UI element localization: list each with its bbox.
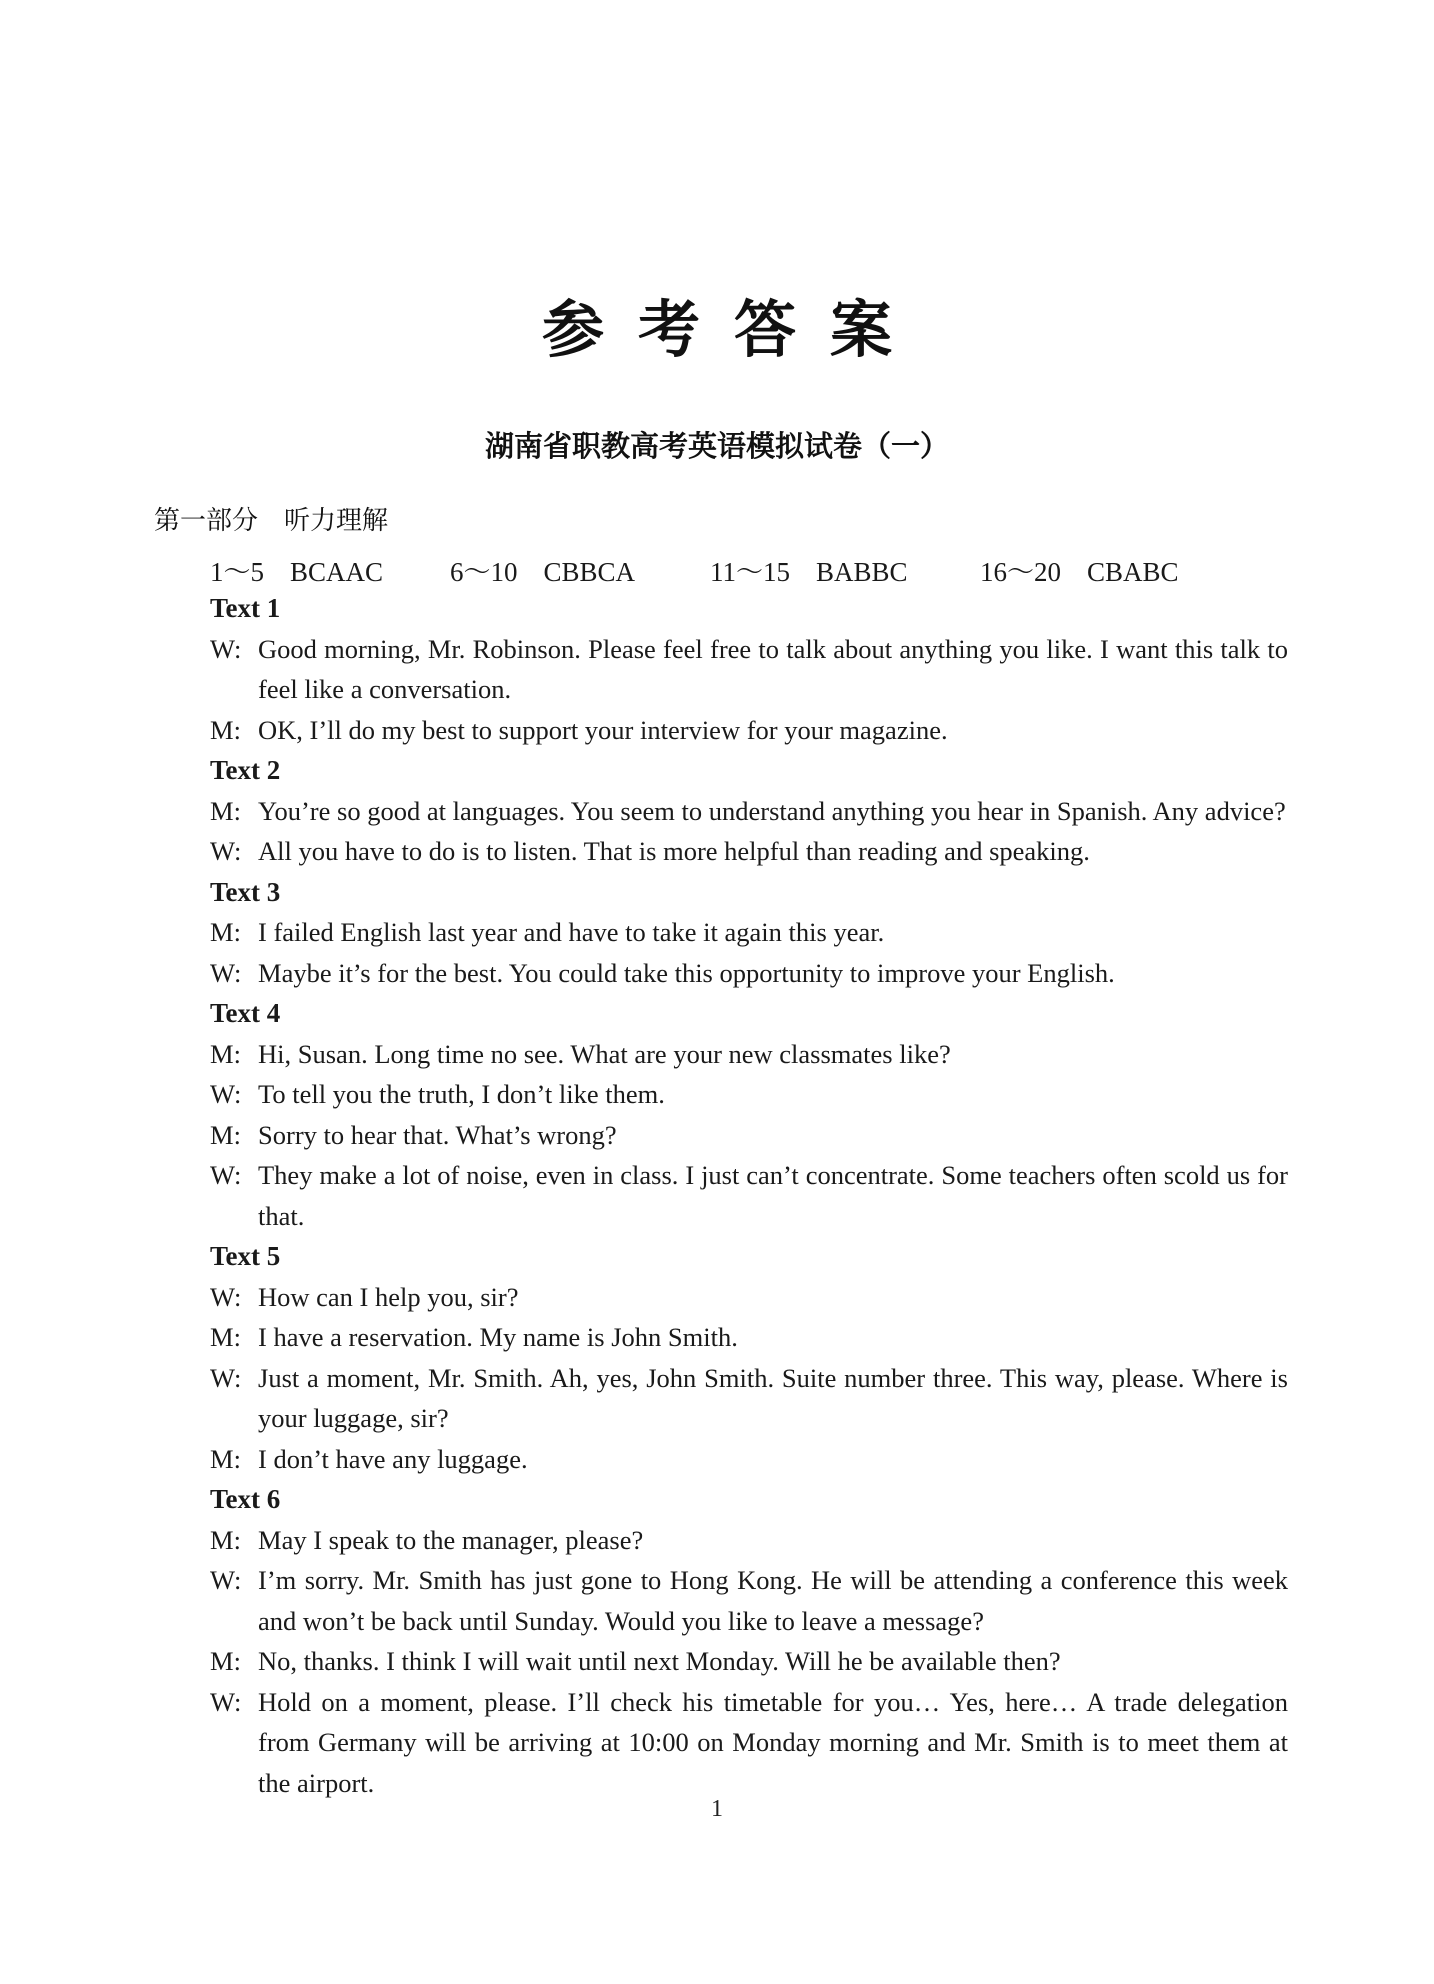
answer-range: 11～15	[710, 557, 790, 587]
text-label: Text 1	[210, 593, 281, 623]
utterance-text: All you have to do is to listen. That is more helpful than reading and speaking.	[258, 836, 1090, 866]
speaker-label: W:	[210, 1362, 242, 1393]
answer-row	[210, 550, 1260, 590]
speaker-label: W:	[210, 836, 242, 866]
dialogue-line	[210, 953, 1288, 994]
answer-range: 16～20	[980, 557, 1061, 587]
speaker-label: M:	[210, 917, 241, 947]
utterance-text: Hi, Susan. Long time no see. What are your new classmates like?	[258, 1038, 951, 1069]
speaker-label: W:	[210, 1079, 242, 1109]
listening-transcript	[210, 588, 1288, 1803]
answer-range: 1～5	[210, 557, 264, 587]
exam-subtitle: 湖南省职教高考英语模拟试卷（一）	[484, 429, 949, 463]
speaker-label: M:	[210, 1524, 241, 1555]
text-label: Text 5	[210, 1241, 281, 1271]
speaker-label: M:	[210, 1119, 241, 1150]
speaker-label: W:	[210, 1686, 242, 1717]
utterance-text: I’m sorry. Mr. Smith has just gone to Hong Kong. He will be attending a conference this week and won’t be back until Sunday. Would you like to leave a message?	[258, 1565, 1288, 1636]
dialogue-line	[210, 1682, 1288, 1804]
speaker-label: M:	[210, 714, 241, 745]
dialogue-line	[210, 831, 1288, 872]
utterance-text: To tell you the truth, I don’t like them.	[258, 1079, 665, 1109]
speaker-label: W:	[210, 633, 242, 664]
dialogue-line	[210, 1560, 1288, 1641]
dialogue-line	[210, 1358, 1288, 1439]
answer-letters: CBBCA	[543, 557, 636, 587]
dialogue-line	[210, 1034, 1288, 1075]
answer-letters: BABBC	[816, 557, 908, 587]
speaker-label: M:	[210, 795, 241, 826]
speaker-label: W:	[210, 1281, 242, 1312]
dialogue-line	[210, 912, 1288, 953]
speaker-label: W:	[210, 1160, 242, 1190]
speaker-label: W:	[210, 1565, 242, 1595]
utterance-text: No, thanks. I think I will wait until next Monday. Will he be available then?	[258, 1646, 1061, 1676]
utterance-text: Hold on a moment, please. I’ll check his timetable for you… Yes, here… A trade delegation from Germany will be arriving at 10:00 on Monday morning and Mr. Smith is to meet them at the airport.	[258, 1686, 1288, 1798]
dialogue-line	[210, 1439, 1288, 1480]
utterance-text: I failed English last year and have to take it again this year.	[258, 917, 885, 947]
dialogue-line	[210, 1155, 1288, 1236]
utterance-text: I have a reservation. My name is John Smith.	[258, 1322, 738, 1352]
dialogue-line	[210, 791, 1288, 832]
text-label: Text 2	[210, 755, 281, 785]
text-label: Text 4	[210, 998, 281, 1028]
page-number: 1	[711, 1796, 723, 1822]
dialogue-line	[210, 629, 1288, 710]
speaker-label: W:	[210, 957, 242, 988]
utterance-text: Sorry to hear that. What’s wrong?	[258, 1119, 617, 1150]
utterance-text: Maybe it’s for the best. You could take this opportunity to improve your English.	[258, 957, 1115, 988]
speaker-label: M:	[210, 1038, 241, 1069]
dialogue-line	[210, 1520, 1288, 1561]
utterance-text: May I speak to the manager, please?	[258, 1524, 644, 1555]
utterance-text: OK, I’ll do my best to support your interview for your magazine.	[258, 714, 948, 745]
utterance-text: Just a moment, Mr. Smith. Ah, yes, John Smith. Suite number three. This way, please. Where is your luggage, sir?	[258, 1362, 1288, 1433]
utterance-text: I don’t have any luggage.	[258, 1443, 528, 1474]
utterance-text: You’re so good at languages. You seem to understand anything you hear in Spanish. Any advice?	[258, 795, 1286, 826]
answer-letters: BCAAC	[290, 557, 384, 587]
speaker-label: M:	[210, 1646, 241, 1676]
dialogue-line	[210, 1074, 1288, 1115]
dialogue-line	[210, 1317, 1288, 1358]
answer-letters: CBABC	[1087, 557, 1179, 587]
dialogue-line	[210, 1641, 1288, 1682]
utterance-text: How can I help you, sir?	[258, 1281, 519, 1312]
section-heading: 第一部分 听力理解	[154, 506, 389, 536]
dialogue-line	[210, 1277, 1288, 1318]
utterance-text: They make a lot of noise, even in class. I just can’t concentrate. Some teachers often scold us for that.	[258, 1160, 1288, 1231]
answer-group	[210, 550, 383, 589]
speaker-label: M:	[210, 1443, 241, 1474]
page-title: 参考答案	[541, 293, 926, 366]
answer-group	[450, 550, 635, 589]
answer-group	[710, 550, 908, 589]
utterance-text: Good morning, Mr. Robinson. Please feel free to talk about anything you like. I want this talk to feel like a conversation.	[258, 633, 1288, 704]
dialogue-line	[210, 1115, 1288, 1156]
speaker-label: M:	[210, 1322, 241, 1352]
text-label: Text 6	[210, 1484, 281, 1514]
answer-group	[980, 550, 1179, 589]
text-label: Text 3	[210, 876, 281, 907]
dialogue-line	[210, 710, 1288, 751]
answer-range: 6～10	[450, 557, 518, 587]
